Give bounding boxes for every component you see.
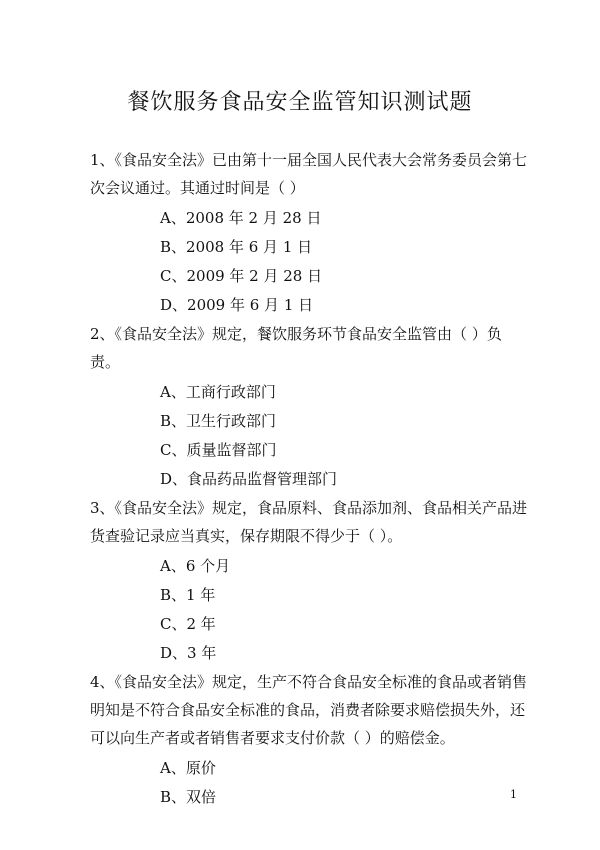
option-a: A、2008 年 2 月 28 日 [160,209,322,227]
option-c: C、质量监督部门 [160,441,277,459]
option-list [90,552,530,668]
option-b: B、2008 年 6 月 1 日 [160,238,313,256]
option-b: B、1 年 [160,586,216,604]
option-a: A、工商行政部门 [160,383,276,401]
option-d: D、3 年 [160,644,217,662]
option-list [90,204,530,320]
question-3 [90,494,530,668]
option-list [90,754,530,812]
option-a: A、6 个月 [160,557,231,575]
question-stem: 2、《食品安全法》规定，餐饮服务环节食品安全监管由（ ）负责。 [90,325,502,371]
question-1 [90,146,530,320]
option-d: D、食品药品监督管理部门 [160,470,338,488]
question-4 [90,668,530,812]
option-list [90,378,530,494]
question-stem: 3、《食品安全法》规定，食品原料、食品添加剂、食品相关产品进货查验记录应当真实，保存期限不得少于（ ）。 [90,499,528,545]
question-list [90,146,530,812]
option-a: A、原价 [160,759,216,777]
option-c: C、2009 年 2 月 28 日 [160,267,323,285]
option-b: B、双倍 [160,788,217,806]
page-title: 餐饮服务食品安全监管知识测试题 [127,90,473,115]
question-stem: 1、《食品安全法》已由第十一届全国人民代表大会常务委员会第七次会议通过。其通过时间是（ ） [90,151,528,197]
option-b: B、卫生行政部门 [160,412,277,430]
option-d: D、2009 年 6 月 1 日 [160,296,314,314]
option-c: C、2 年 [160,615,216,633]
page-number: 1 [510,788,517,801]
question-stem: 4、《食品安全法》规定，生产不符合食品安全标准的食品或者销售明知是不符合食品安全标准的食品，消费者除要求赔偿损失外，还可以向生产者或者销售者要求支付价款（ ）的赔偿金。 [90,673,528,747]
question-2 [90,320,530,494]
